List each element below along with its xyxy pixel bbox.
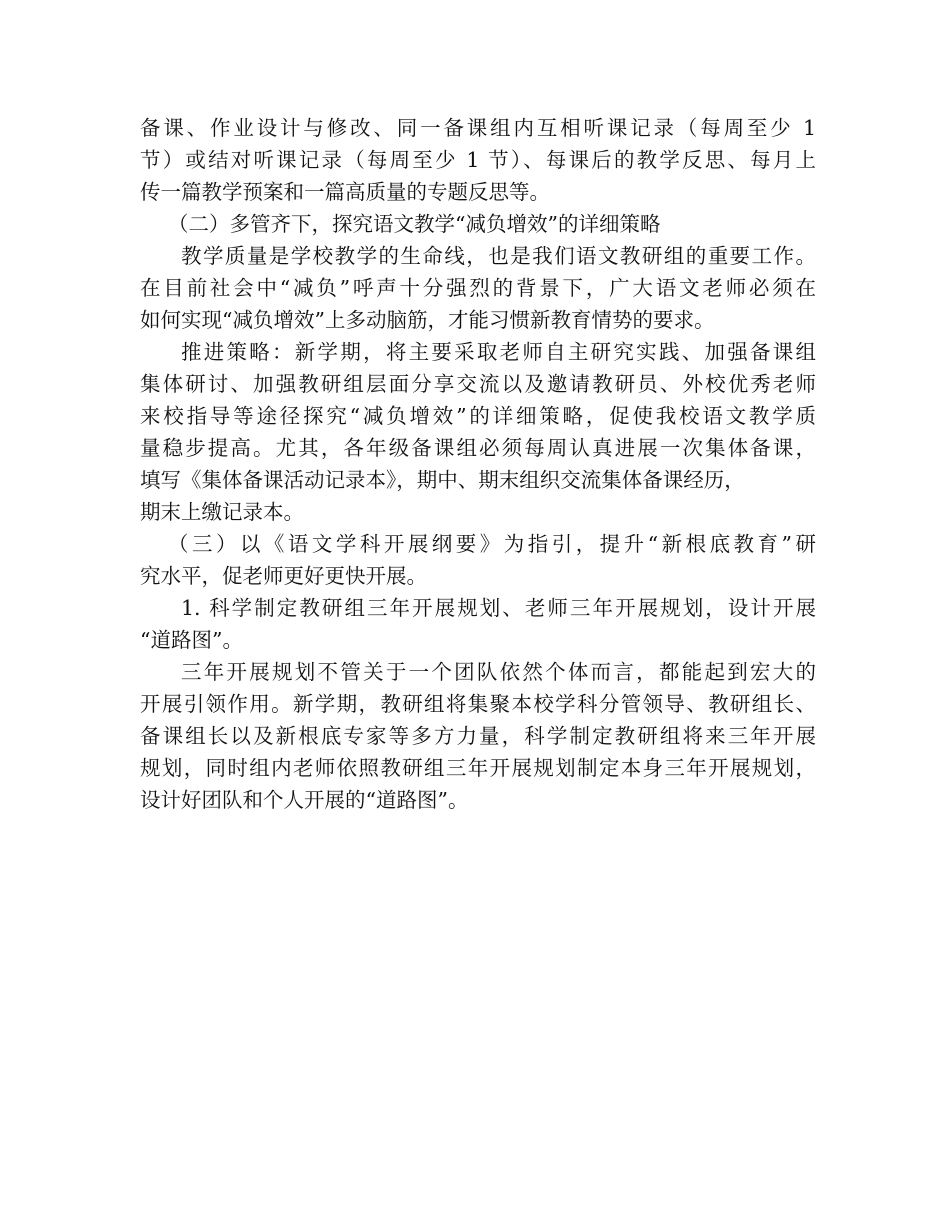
section-heading-2: （二）多管齐下，探究语文教学“减负增效”的详细策略 — [168, 212, 661, 236]
text-line-9: 集体研讨、加强教研组层面分享交流以及邀请教研员、外校优秀老师 — [140, 372, 816, 396]
text-line-8: 推进策略：新学期，将主要采取老师自主研究实践、加强备课组 — [181, 340, 816, 364]
text-line-3: 传一篇教学预案和一篇高质量的专题反思等。 — [140, 180, 550, 204]
subsection-heading-1: 1. 科学制定教研组三年开展规划、老师三年开展规划，设计开展 — [181, 596, 816, 620]
text-line-17: “道路图”。 — [140, 628, 243, 652]
section-heading-3: （三）以《语文学科开展纲要》为指引，提升“新根底教育”研 — [168, 532, 816, 556]
text-line-21: 规划，同时组内老师依照教研组三年开展规划制定本身三年开展规划， — [140, 756, 816, 780]
text-line-1: 备课、作业设计与修改、同一备课组内互相听课记录（每周至少 1 — [140, 116, 816, 140]
text-line-15: 究水平，促老师更好更快开展。 — [140, 564, 427, 588]
text-line-10: 来校指导等途径探究“减负增效”的详细策略，促使我校语文教学质 — [140, 404, 816, 428]
text-line-20: 备课组长以及新根底专家等多方力量，科学制定教研组将来三年开展 — [140, 724, 816, 748]
text-line-13: 期末上缴记录本。 — [140, 500, 304, 524]
document-body — [140, 112, 816, 816]
text-line-11: 量稳步提高。尤其，各年级备课组必须每周认真进展一次集体备课， — [140, 436, 816, 460]
text-line-22: 设计好团队和个人开展的“道路图”。 — [140, 788, 469, 812]
text-line-12: 填写《集体备课活动记录本》，期中、期末组织交流集体备课经历， — [140, 468, 745, 492]
text-line-18: 三年开展规划不管关于一个团队依然个体而言，都能起到宏大的 — [181, 660, 816, 684]
text-line-2: 节）或结对听课记录（每周至少 1 节）、每课后的教学反思、每月上 — [140, 148, 816, 172]
text-line-6: 在目前社会中“减负”呼声十分强烈的背景下，广大语文老师必须在 — [140, 276, 816, 300]
text-line-7: 如何实现“减负增效”上多动脑筋，才能习惯新教育情势的要求。 — [140, 308, 715, 332]
text-line-19: 开展引领作用。新学期，教研组将集聚本校学科分管领导、教研组长、 — [140, 692, 816, 716]
text-line-5: 教学质量是学校教学的生命线，也是我们语文教研组的重要工作。 — [181, 244, 816, 268]
